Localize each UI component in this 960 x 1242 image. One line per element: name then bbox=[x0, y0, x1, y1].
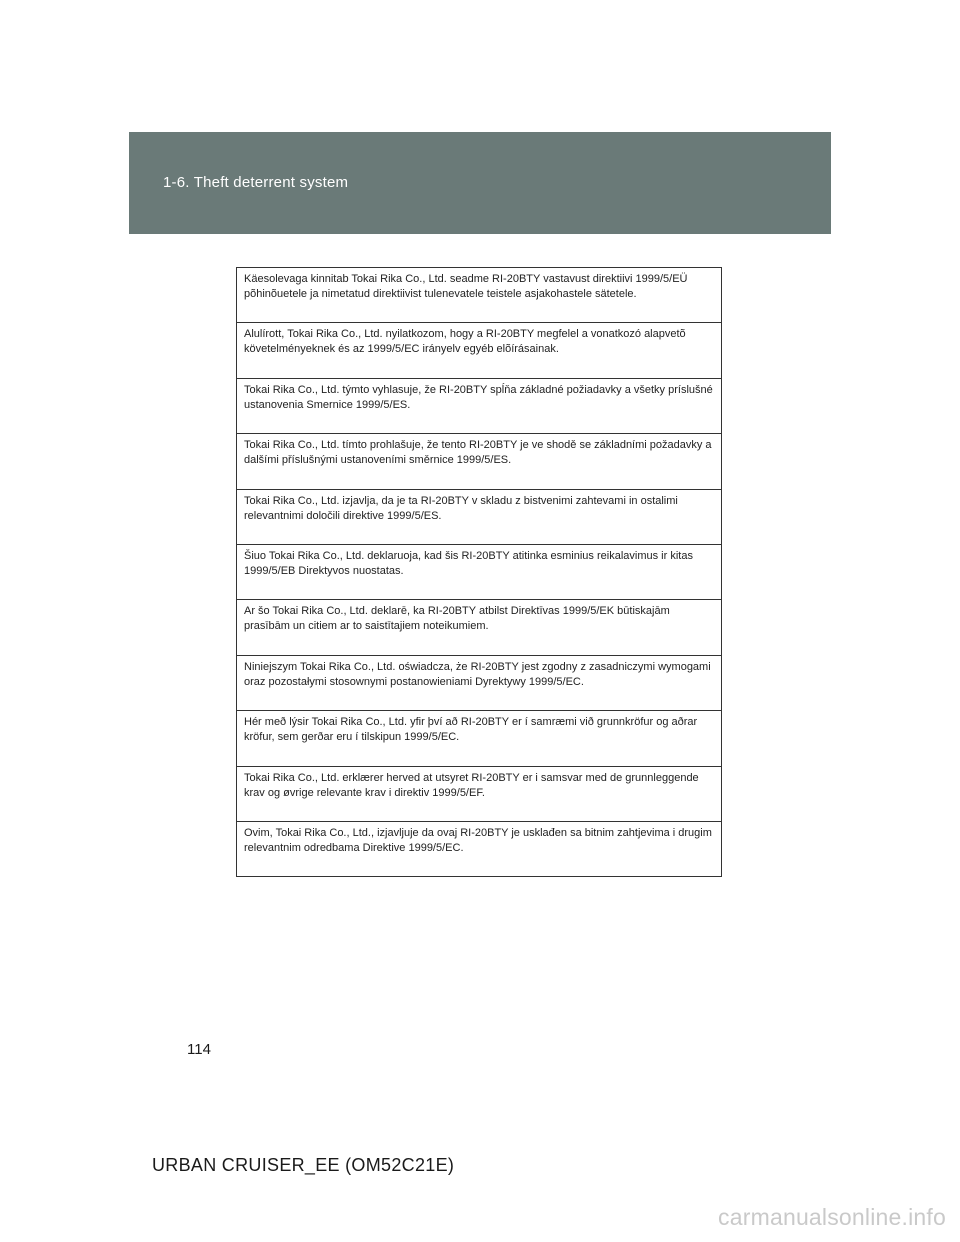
declaration-slovak: Tokai Rika Co., Ltd. týmto vyhlasuje, že RI-20BTY spĺňa základné požiadavky a všetky príslušné ustanovenia Smernice 1999/5/ES. bbox=[237, 379, 721, 434]
declaration-hungarian: Alulírott, Tokai Rika Co., Ltd. nyilatkozom, hogy a RI-20BTY megfelel a vonatkozó alapvetõ követelményeknek és az 1999/5/EC irányelv egyéb elõírásainak. bbox=[237, 323, 721, 378]
section-title: 1-6. Theft deterrent system bbox=[163, 174, 349, 191]
document-code: URBAN CRUISER_EE (OM52C21E) bbox=[152, 1155, 455, 1175]
declaration-estonian: Käesolevaga kinnitab Tokai Rika Co., Ltd. seadme RI-20BTY vastavust direktiivi 1999/5/EÜ põhinõuetele ja nimetatud direktiivist tulenevatele teistele asjakohastele sätetele. bbox=[237, 268, 721, 323]
declaration-polish: Niniejszym Tokai Rika Co., Ltd. oświadcza, że RI-20BTY jest zgodny z zasadniczymi wymogami oraz pozostałymi stosownymi postanowieniami Dyrektywy 1999/5/EC. bbox=[237, 656, 721, 711]
declaration-table bbox=[236, 267, 722, 877]
declaration-czech: Tokai Rika Co., Ltd. tímto prohlašuje, že tento RI-20BTY je ve shodě se základními požadavky a dalšími příslušnými ustanoveními směrnice 1999/5/ES. bbox=[237, 434, 721, 489]
watermark: carmanualsonline.info bbox=[718, 1204, 946, 1230]
page-number: 114 bbox=[187, 1041, 211, 1058]
declaration-latvian: Ar šo Tokai Rika Co., Ltd. deklarē, ka RI-20BTY atbilst Direktīvas 1999/5/EK būtiskajām prasībām un citiem ar to saistītajiem noteikumiem. bbox=[237, 600, 721, 655]
declaration-lithuanian: Šiuo Tokai Rika Co., Ltd. deklaruoja, kad šis RI-20BTY atitinka esminius reikalavimus ir kitas 1999/5/EB Direktyvos nuostatas. bbox=[237, 545, 721, 600]
declaration-norwegian: Tokai Rika Co., Ltd. erklærer herved at utsyret RI-20BTY er i samsvar med de grunnleggende krav og øvrige relevante krav i direktiv 1999/5/EF. bbox=[237, 767, 721, 822]
declaration-icelandic: Hér með lýsir Tokai Rika Co., Ltd. yfir því að RI-20BTY er í samræmi við grunnkröfur og aðrar kröfur, sem gerðar eru í tilskipun 1999/5/EC. bbox=[237, 711, 721, 766]
declaration-slovenian: Tokai Rika Co., Ltd. izjavlja, da je ta RI-20BTY v skladu z bistvenimi zahtevami in ostalimi relevantnimi določili direktive 1999/5/ES. bbox=[237, 490, 721, 545]
declaration-croatian: Ovim, Tokai Rika Co., Ltd., izjavljuje da ovaj RI-20BTY je usklađen sa bitnim zahtjevima i drugim relevantnim odredbama Direktive 1999/5/EC. bbox=[244, 826, 712, 854]
section-header-band bbox=[129, 132, 831, 234]
